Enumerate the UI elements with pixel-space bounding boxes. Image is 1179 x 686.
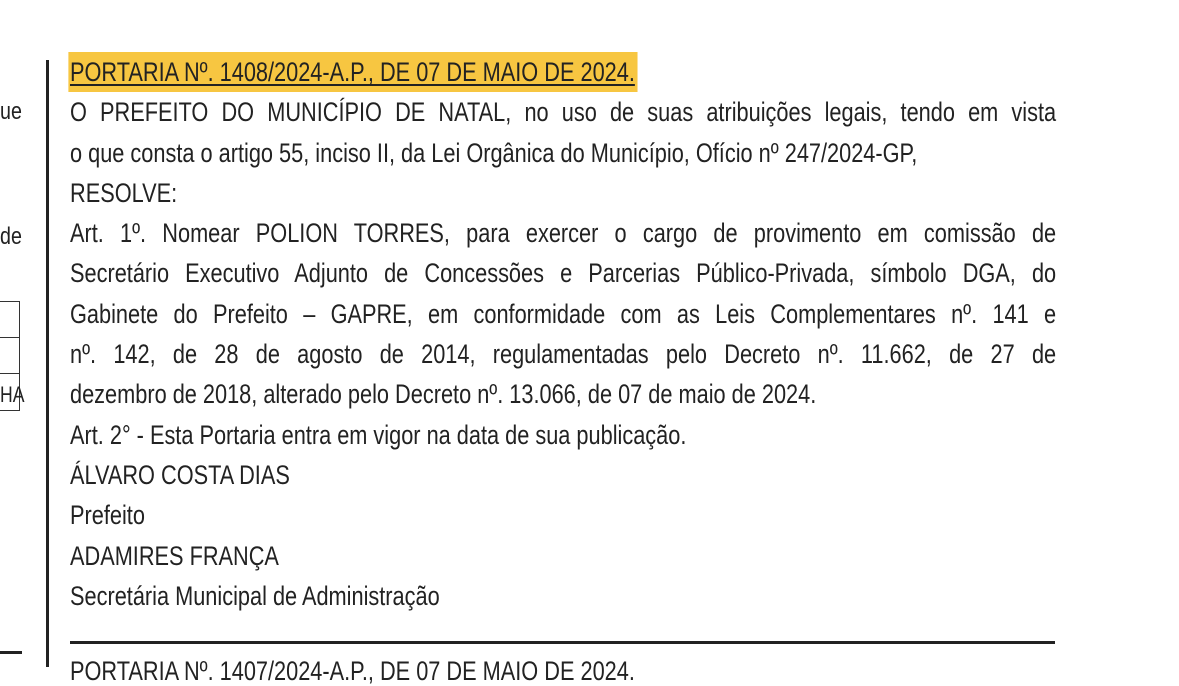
cosignatory-name: ADAMIRES FRANÇA [70,540,279,571]
portaria-line-art1-4: nº. 142, de 28 de agosto de 2014, regulamentadas pelo Decreto nº. 11.662, de 27 de [70,339,1057,370]
portaria-line-preamble-2: o que consta o artigo 55, inciso II, da Lei Orgânica do Município, Ofício nº 247/2024-GP, [70,137,918,168]
portaria-line-art1-1: Art. 1º. Nomear POLION TORRES, para exercer o cargo de provimento em comissão de [70,218,1057,249]
portaria-title-line [70,52,1056,92]
section-divider-rule [70,641,1055,644]
left-column-fragment [0,0,48,667]
left-table-cell-text: HA [0,382,25,407]
portaria-line-art1-2: Secretário Executivo Adjunto de Concessões e Parcerias Público-Privada, símbolo DGA, do [70,258,1057,289]
left-table-row [0,302,19,338]
portaria-line-resolve: RESOLVE: [70,177,178,208]
left-text-fragment: de [0,223,22,250]
portaria-section [70,52,1090,616]
column-divider [46,60,49,667]
signatory-role: Prefeito [70,500,145,531]
signatory-name: ÁLVARO COSTA DIAS [70,459,290,490]
portaria-title: PORTARIA Nº. 1408/2024-A.P., DE 07 DE MAIO DE 2024. [68,52,637,92]
portaria-line-preamble-1: O PREFEITO DO MUNICÍPIO DE NATAL, no uso de suas atribuições legais, tendo em vista [70,97,1057,128]
left-table-row [0,338,19,374]
left-text-fragment: ue [0,98,22,125]
cosignatory-role: Secretária Municipal de Administração [70,580,440,611]
next-portaria-title: PORTARIA Nº. 1407/2024-A.P., DE 07 DE MAIO DE 2024. [70,656,635,686]
portaria-line-art2: Art. 2° - Esta Portaria entra em vigor na data de sua publicação. [70,419,687,450]
portaria-line-art1-3: Gabinete do Prefeito – GAPRE, em conformidade com as Leis Complementares nº. 141 e [70,298,1057,329]
left-bottom-rule [0,651,22,654]
portaria-line-art1-5: dezembro de 2018, alterado pelo Decreto nº. 13.066, de 07 de maio de 2024. [70,379,817,410]
